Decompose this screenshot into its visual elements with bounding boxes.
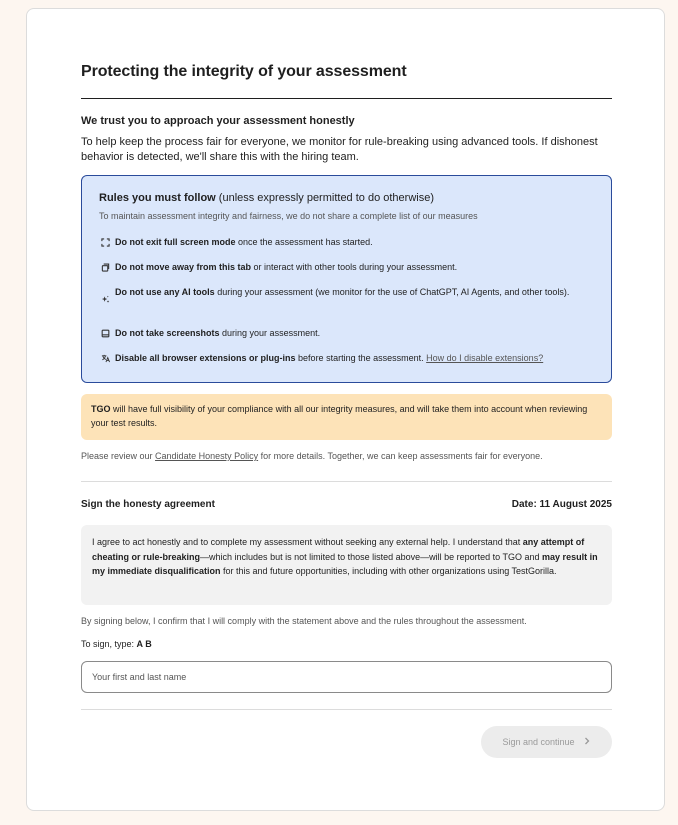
page-title: Protecting the integrity of your assessment <box>81 63 407 80</box>
rule-bold: Do not take screenshots <box>115 328 220 338</box>
sparkle-ai-icon <box>99 286 111 312</box>
agreement-text-2: —which includes but is not limited to those listed above—will be reported to TGO and <box>200 551 543 562</box>
agreement-bold-1: any attempt of cheating or rule-breaking <box>92 537 585 562</box>
assessment-card <box>26 8 665 811</box>
agreement-date: Date: 11 August 2025 <box>511 499 612 510</box>
sign-prompt <box>81 639 152 649</box>
required-name: A B <box>136 639 152 649</box>
tab-icon <box>99 261 111 274</box>
rule-bold: Do not exit full screen mode <box>115 237 236 247</box>
rule-bold: Do not use any AI tools <box>115 287 215 297</box>
chevron-right-icon <box>583 737 591 747</box>
title-divider <box>81 98 612 99</box>
screenshot-icon <box>99 327 111 340</box>
rule-item <box>99 261 579 274</box>
fullscreen-icon <box>99 236 111 249</box>
company-name: TGO <box>91 404 111 414</box>
rule-item <box>99 327 579 340</box>
rule-bold: Disable all browser extensions or plug-ins <box>115 353 296 363</box>
rule-item <box>99 286 579 312</box>
rule-item <box>99 352 579 365</box>
section-divider <box>81 481 612 482</box>
rule-text: during your assessment (we monitor for the use of ChatGPT, AI Agents, and other tools). <box>214 287 570 297</box>
sign-and-continue-button[interactable] <box>481 726 612 758</box>
agreement-text-3: for this and future opportunities, including with other organizations using TestGorilla. <box>220 566 557 576</box>
agreement-statement <box>81 525 612 605</box>
rules-title <box>99 192 434 204</box>
rules-title-rest: (unless expressly permitted to do otherwise) <box>215 192 434 204</box>
disable-extensions-link[interactable]: How do I disable extensions? <box>426 353 544 363</box>
rule-text: or interact with other tools during your assessment. <box>251 262 458 272</box>
rule-text: before starting the assessment. <box>295 353 427 363</box>
agreement-bold-2: may result in my immediate disqualification <box>92 551 598 576</box>
agreement-text-1: I agree to act honestly and to complete my assessment without seeking any external help. I understand that <box>92 537 523 547</box>
signature-name-input[interactable] <box>81 661 612 693</box>
review-after: for more details. Together, we can keep assessments fair for everyone. <box>258 451 543 461</box>
footer-divider <box>81 709 612 710</box>
confirm-text: By signing below, I confirm that I will comply with the statement above and the rules throughout the assessment. <box>81 616 527 626</box>
compliance-notice <box>81 394 612 440</box>
rule-text: once the assessment has started. <box>235 237 373 247</box>
rules-title-bold: Rules you must follow <box>99 192 216 204</box>
sign-button-label: Sign and continue <box>502 737 575 747</box>
trust-heading: We trust you to approach your assessment honestly <box>81 115 355 127</box>
notice-text: will have full visibility of your compliance with all our integrity measures, and will take them into account when reviewing your test results. <box>91 404 588 428</box>
rule-item <box>99 236 579 249</box>
sign-prompt-label: To sign, type: <box>81 639 137 649</box>
policy-review-text <box>81 451 543 461</box>
review-before: Please review our <box>81 451 156 461</box>
agreement-heading: Sign the honesty agreement <box>81 499 215 510</box>
translate-icon <box>99 352 111 365</box>
intro-text: To help keep the process fair for everyone, we monitor for rule-breaking using advanced tools. If dishonest behavior is detected, we'll share this with the hiring team. <box>81 136 598 163</box>
rule-text: during your assessment. <box>219 328 321 338</box>
rules-box <box>81 175 612 383</box>
rule-bold: Do not move away from this tab <box>115 262 252 272</box>
honesty-policy-link[interactable]: Candidate Honesty Policy <box>155 451 259 461</box>
rules-note: To maintain assessment integrity and fairness, we do not share a complete list of our measures <box>99 211 478 221</box>
